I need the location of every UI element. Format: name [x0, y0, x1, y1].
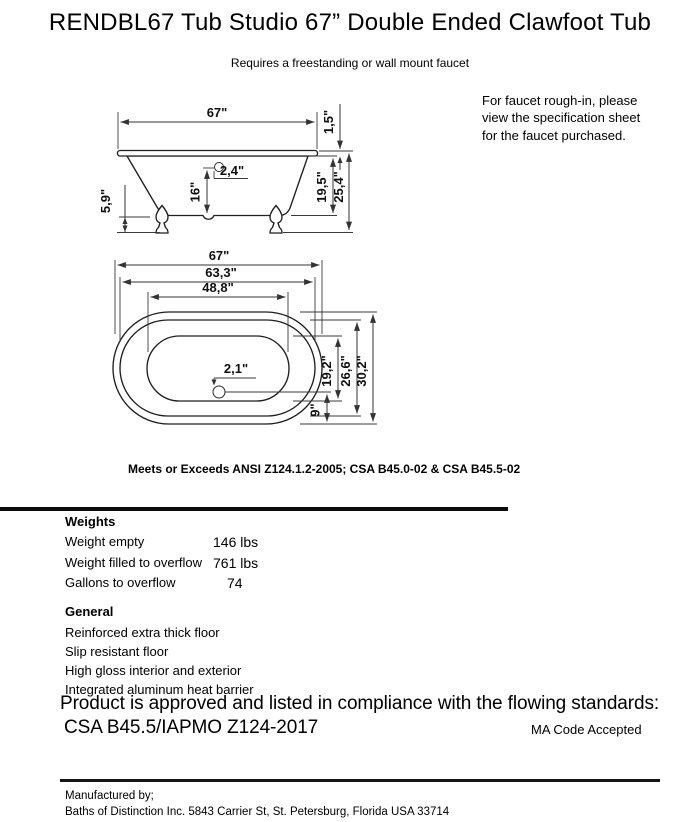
dim-drain-height: 16" — [187, 181, 203, 203]
dim-rim-height: 1,5" — [321, 109, 336, 135]
standards-compliance-line: Meets or Exceeds ANSI Z124.1.2-2005; CSA B45.0-02 & CSA B45.5-02 — [128, 462, 521, 476]
weights-heading: Weights — [65, 514, 116, 529]
general-heading: General — [65, 604, 114, 619]
weights-section — [65, 514, 258, 594]
top-view-diagram — [100, 245, 385, 435]
general-section — [65, 602, 254, 699]
gallons-value: 74 — [227, 575, 243, 591]
approval-statement: Product is approved and listed in compliance with the flowing standards: — [60, 693, 660, 714]
dim-top-overall-width: 30,2" — [354, 355, 369, 387]
side-view-diagram — [85, 95, 360, 240]
footer-divider — [60, 779, 660, 782]
tub-side-body — [127, 156, 308, 219]
dim-overall-height: 25,4" — [331, 171, 346, 203]
dim-interior-depth: 19,5" — [314, 171, 329, 203]
table-row — [65, 553, 258, 574]
list-item: Reinforced extra thick floor — [65, 625, 220, 640]
dim-deck-width: 26,6" — [338, 355, 353, 387]
weight-empty-label: Weight empty — [65, 534, 145, 549]
list-item: Slip resistant floor — [65, 644, 169, 659]
dim-side-width: 67" — [206, 105, 228, 120]
section-divider — [0, 507, 508, 511]
weight-filled-value: 761 lbs — [213, 554, 259, 571]
dim-foot-height: 5,9" — [98, 188, 113, 214]
weight-filled-label: Weight filled to overflow — [65, 554, 203, 570]
dim-top-overall-length: 67" — [208, 248, 230, 263]
approval-standards: CSA B45.5/IAPMO Z124-2017 — [64, 717, 319, 738]
list-item: Integrated aluminum heat barrier — [65, 682, 254, 697]
dim-drain-diameter: 2,4" — [219, 163, 245, 178]
dim-basin-width: 19,2" — [319, 355, 334, 387]
ma-code-accepted: MA Code Accepted — [531, 722, 642, 737]
dim-basin-length: 48,8" — [202, 280, 234, 295]
faucet-rough-in-note: For faucet rough-in, please view the specification sheet for the faucet purchased. — [482, 93, 641, 143]
tub-top-basin — [147, 336, 289, 401]
tub-rim — [118, 151, 318, 157]
page-subtitle: Requires a freestanding or wall mount faucet — [230, 56, 470, 70]
table-row — [65, 532, 258, 553]
dim-drain-offset: 2,1" — [223, 361, 249, 376]
manufactured-by-label: Manufactured by; — [65, 790, 154, 802]
dim-deck-length: 63,3" — [205, 265, 237, 280]
dim-drain-to-end: 9" — [307, 403, 323, 417]
manufacturer-address: Baths of Distinction Inc. 5843 Carrier St, St. Petersburg, Florida USA 33714 — [65, 806, 450, 818]
list-item: High gloss interior and exterior — [65, 663, 242, 678]
weight-empty-value: 146 lbs — [213, 534, 259, 550]
page-title: RENDBL67 Tub Studio 67” Double Ended Clawfoot Tub — [48, 9, 652, 36]
gallons-label: Gallons to overflow — [65, 575, 176, 590]
table-row — [65, 573, 258, 594]
